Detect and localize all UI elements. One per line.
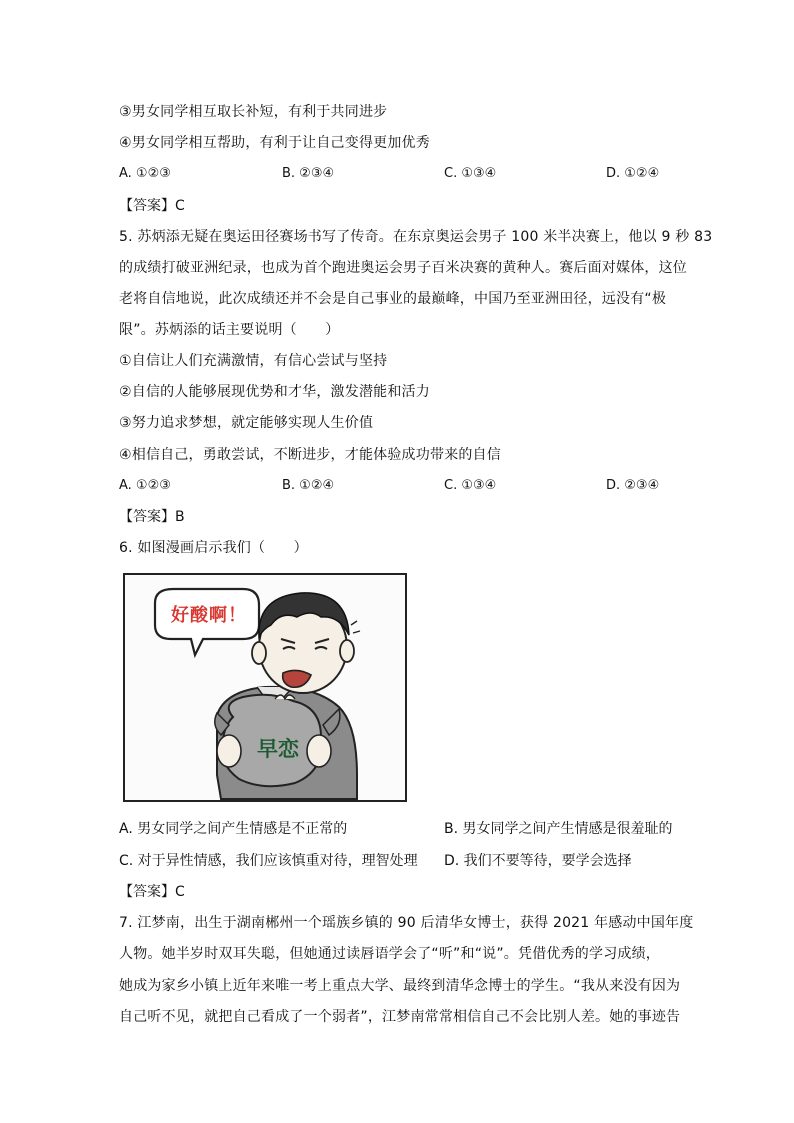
q5-option-c[interactable]: C. ①③④ <box>444 478 497 493</box>
q7-stem-line-3: 她成为家乡小镇上近年来唯一考上重点大学、最终到清华念博士的学生。“我从来没有因为 <box>119 978 681 994</box>
q5-statement-4: ④相信自己，勇敢尝试，不断进步，才能体验成功带来的自信 <box>119 447 501 463</box>
q6-stem: 6. 如图漫画启示我们（ ） <box>119 540 308 556</box>
q5-option-b[interactable]: B. ①②④ <box>282 478 335 493</box>
q5-option-a[interactable]: A. ①②③ <box>119 478 171 493</box>
q5-statement-3: ③努力追求梦想，就定能够实现人生价值 <box>119 415 374 431</box>
q6-option-b[interactable]: B. 男女同学之间产生情感是很羞耻的 <box>444 821 673 837</box>
q5-stem-line-3: 老将自信地说，此次成绩还并不会是自己事业的最巅峰，中国乃至亚洲田径，远没有“极 <box>119 291 667 307</box>
q6-option-a[interactable]: A. 男女同学之间产生情感是不正常的 <box>119 821 348 837</box>
q4-statement-4: ④男女同学相互帮助，有利于让自己变得更加优秀 <box>119 135 430 151</box>
q6-comic-image <box>123 573 407 802</box>
q4-statement-3: ③男女同学相互取长补短，有利于共同进步 <box>119 104 388 120</box>
q5-stem-line-1: 5. 苏炳添无疑在奥运田径赛场书写了传奇。在东京奥运会男子 100 米半决赛上，他以 9 秒 83 <box>119 229 713 245</box>
comic-bag-label: 早恋 <box>257 737 299 761</box>
q5-statement-1: ①自信让人们充满激情，有信心尝试与坚持 <box>119 353 388 369</box>
q5-stem-line-4: 限”。苏炳添的话主要说明（ ） <box>119 322 340 338</box>
q6-option-d[interactable]: D. 我们不要等待，要学会选择 <box>444 853 632 869</box>
q4-option-c[interactable]: C. ①③④ <box>444 166 497 181</box>
q7-stem-line-4: 自己听不见，就把自己看成了一个弱者”，江梦南常常相信自己不会比别人差。她的事迹告 <box>119 1009 681 1025</box>
q5-stem-line-2: 的成绩打破亚洲纪录，也成为首个跑进奥运会男子百米决赛的黄种人。赛后面对媒体，这位 <box>119 260 687 276</box>
q4-answer: 【答案】C <box>119 198 185 214</box>
q7-stem-line-1: 7. 江梦南，出生于湖南郴州一个瑶族乡镇的 90 后清华女博士，获得 2021 年感动中国年度 <box>119 915 694 931</box>
q7-stem-line-2: 人物。她半岁时双耳失聪，但她通过读唇语学会了“听”和“说”。凭借优秀的学习成绩， <box>119 946 661 962</box>
q4-option-a[interactable]: A. ①②③ <box>119 166 171 181</box>
q4-option-b[interactable]: B. ②③④ <box>282 166 335 181</box>
comic-speech-text: 好酸啊！ <box>171 605 247 626</box>
q5-option-d[interactable]: D. ②③④ <box>606 478 660 493</box>
q6-option-c[interactable]: C. 对于异性情感，我们应该慎重对待，理智处理 <box>119 853 418 869</box>
q4-option-d[interactable]: D. ①②④ <box>606 166 660 181</box>
q5-answer: 【答案】B <box>119 509 185 525</box>
q5-statement-2: ②自信的人能够展现优势和才华，激发潜能和活力 <box>119 384 430 400</box>
q6-answer: 【答案】C <box>119 884 185 900</box>
